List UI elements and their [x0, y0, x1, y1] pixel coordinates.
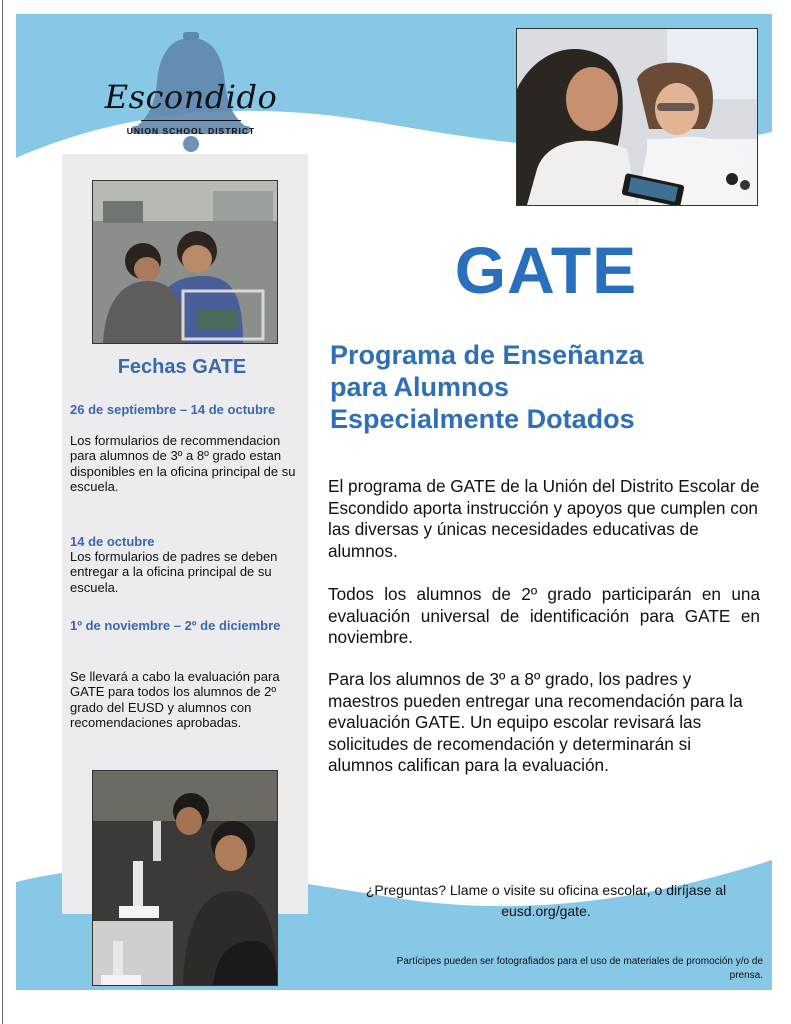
photo-students-tablet — [516, 28, 758, 206]
sidebar-date-1: 26 de septiembre – 14 de octubre — [70, 402, 276, 417]
sidebar-date-2: 14 de octubre — [70, 534, 155, 549]
logo-rule — [141, 120, 241, 121]
paragraph-universal-screening: Todos los alumnos de 2º grado participarán en una evaluación universal de identificación para GATE en noviembre. — [328, 584, 760, 647]
flyer-page — [16, 14, 772, 990]
subtitle-line-3: Especialmente Dotados — [330, 404, 635, 434]
footer-photo-note: Partícipes pueden ser fotografiados para el uso de materiales de promoción y/o de prensa. — [396, 956, 763, 981]
sidebar-text-3: Se llevará a cabo la evaluación para GATE para todos los alumnos de 2º grado del EUSD y alumnos con recomendaciones aprobadas. — [70, 669, 280, 730]
sidebar-date-3: 1º de noviembre – 2º de diciembre — [70, 618, 281, 633]
logo-wordmark: Escondido — [104, 78, 278, 116]
subtitle-line-1: Programa de Enseñanza — [330, 340, 644, 370]
sidebar-text-2: Los formularios de padres se deben entregar a la oficina principal de su escuela. — [70, 549, 278, 595]
paragraph-recommendation: Para los alumnos de 3º a 8º grado, los padres y maestros pueden entregar una recomendación para la evaluación GATE. Un equipo escolar revisará las solicitudes de recomendación y determinarán si alumnos califican para la evaluación. — [328, 669, 743, 775]
logo-subtitle: UNION SCHOOL DISTRICT — [126, 126, 256, 136]
district-logo — [101, 26, 281, 156]
photo-students-robotics — [92, 180, 278, 344]
photo-students-microscopes — [92, 770, 278, 986]
page-edge-line — [2, 0, 3, 1024]
sidebar-heading: Fechas GATE — [117, 356, 247, 378]
sidebar-text-1: Los formularios de recommendacion para alumnos de 3º a 8º grado estan disponibles en la oficina principal de su escuela. — [70, 433, 296, 494]
program-subtitle — [330, 339, 760, 435]
footer-questions: ¿Preguntas? Llame o visite su oficina escolar, o diríjase al eusd.org/gate. — [365, 882, 727, 919]
paragraph-program-intro: El programa de GATE de la Unión del Distrito Escolar de Escondido aporta instrucción y apoyos que cumplen con las diversas y únicas necesidades educativas de alumnos. — [328, 476, 760, 561]
subtitle-line-2: para Alumnos — [330, 372, 510, 402]
gate-title: GATE — [454, 233, 638, 307]
